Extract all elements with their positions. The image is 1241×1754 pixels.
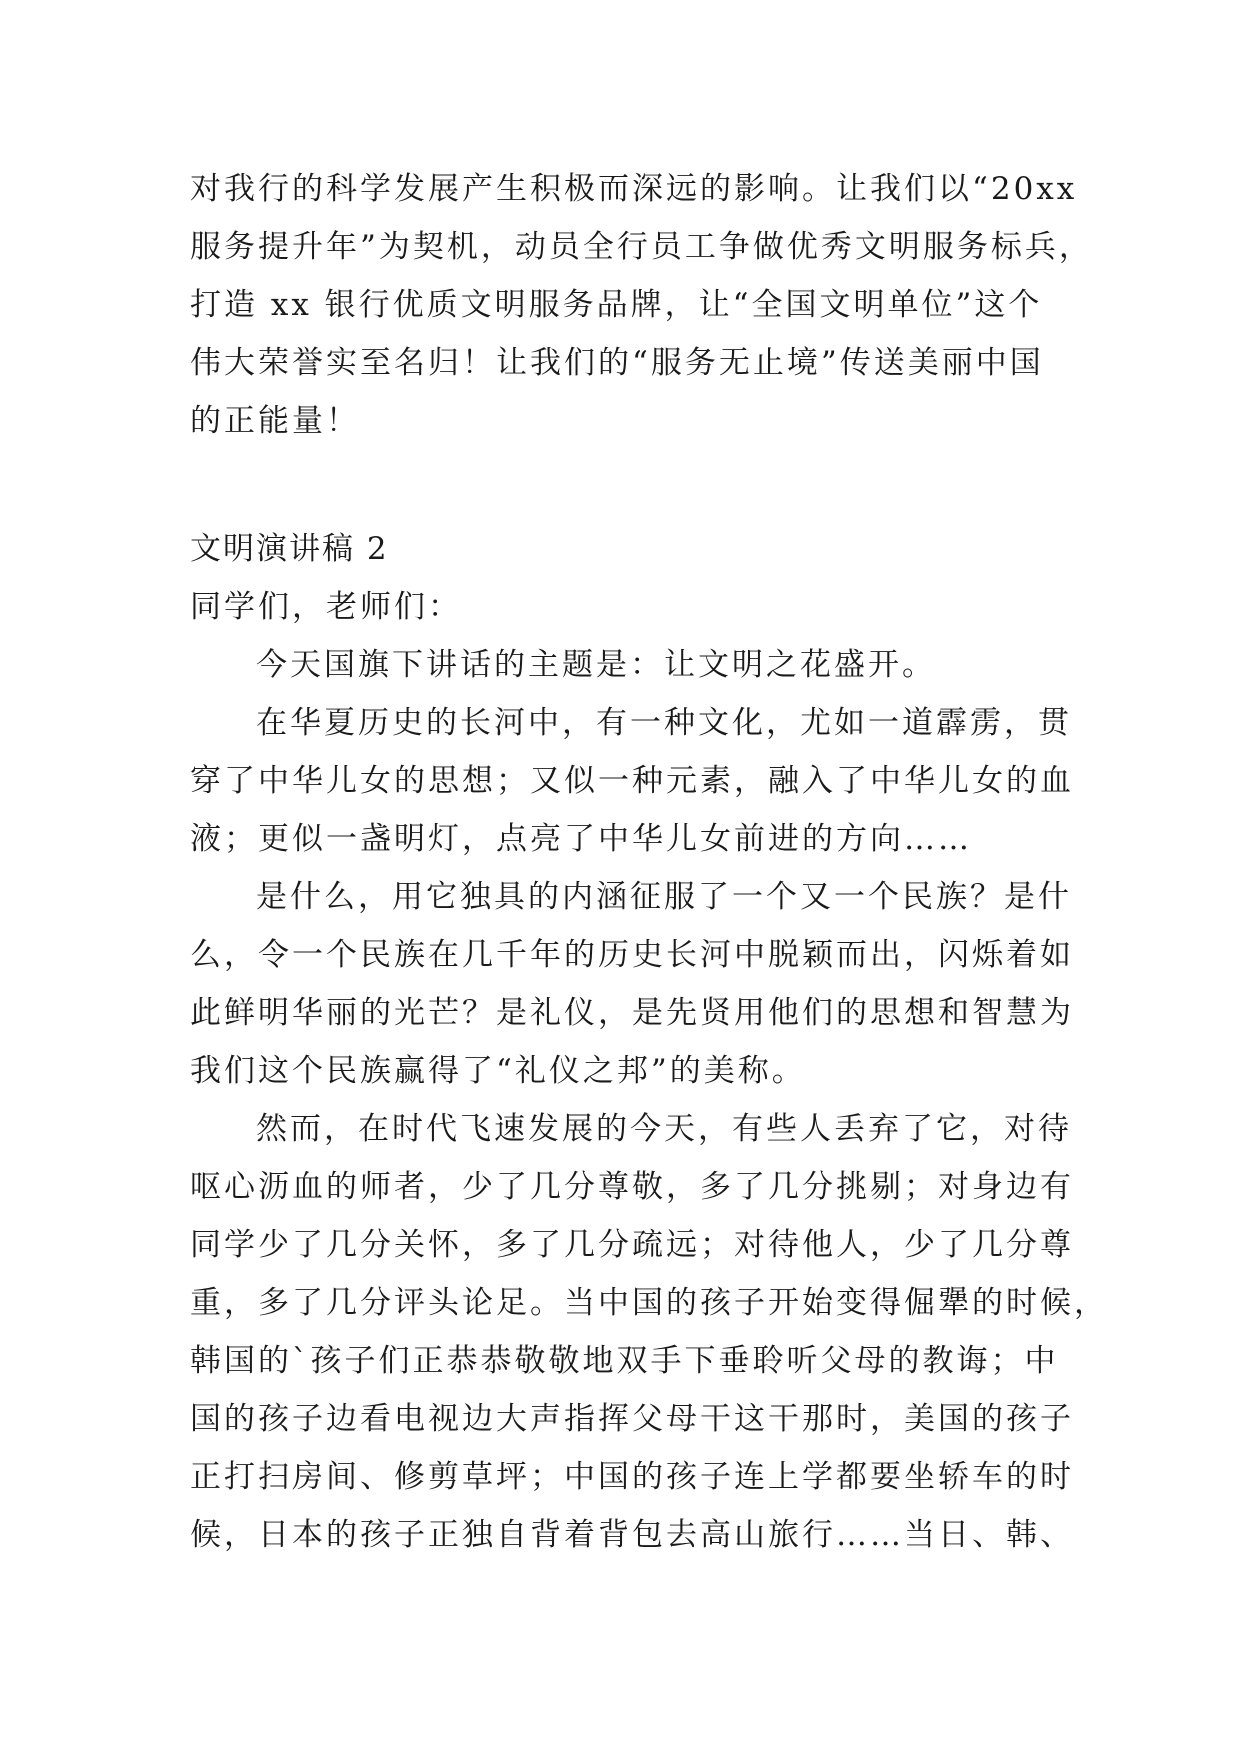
section-title: 文明演讲稿 2 — [190, 531, 389, 567]
text-line: 同学少了几分关怀，多了几分疏远；对待他人，少了几分尊 — [190, 1227, 1074, 1263]
text-line: 然而，在时代飞速发展的今天，有些人丢弃了它，对待 — [256, 1111, 1072, 1147]
text-line: 今天国旗下讲话的主题是：让文明之花盛开。 — [256, 647, 936, 683]
text-line: 呕心沥血的师者，少了几分尊敬，多了几分挑剔；对身边有 — [190, 1169, 1074, 1205]
paragraph-contrast — [190, 1100, 1108, 1564]
text-line: 么，令一个民族在几千年的历史长河中脱颖而出，闪烁着如 — [190, 937, 1074, 973]
section-spacer — [190, 450, 1070, 520]
text-line: 在华夏历史的长河中，有一种文化，尤如一道霹雳，贯 — [256, 705, 1072, 741]
text-line: 重，多了几分评头论足。当中国的孩子开始变得倔犟的时候， — [190, 1285, 1108, 1321]
text-line: 对我行的科学发展产生积极而深远的影响。让我们以“20xx — [190, 171, 1078, 207]
text-line: 韩国的`孩子们正恭恭敬敬地双手下垂聆听父母的教诲；中 — [190, 1343, 1059, 1379]
paragraph-history — [190, 694, 1074, 868]
text-line: 穿了中华儿女的思想；又似一种元素，融入了中华儿女的血 — [190, 763, 1074, 799]
paragraph-theme — [190, 636, 1070, 694]
salutation: 同学们，老师们： — [190, 589, 462, 625]
text-line: 服务提升年”为契机，动员全行员工争做优秀文明服务标兵， — [190, 229, 1093, 265]
text-line: 打造 xx 银行优质文明服务品牌，让“全国文明单位”这个 — [190, 287, 1043, 323]
text-line: 此鲜明华丽的光芒？是礼仪，是先贤用他们的思想和智慧为 — [190, 995, 1074, 1031]
paragraph-etiquette — [190, 868, 1074, 1100]
text-line: 是什么，用它独具的内涵征服了一个又一个民族？是什 — [256, 879, 1072, 915]
text-line: 正打扫房间、修剪草坪；中国的孩子连上学都要坐轿车的时 — [190, 1459, 1074, 1495]
intro-paragraph — [190, 160, 1093, 450]
text-line: 伟大荣誉实至名归！让我们的“服务无止境”传送美丽中国 — [190, 345, 1044, 381]
text-line: 候，日本的孩子正独自背着背包去高山旅行……当日、韩、 — [190, 1517, 1074, 1553]
text-line: 我们这个民族赢得了“礼仪之邦”的美称。 — [190, 1053, 806, 1089]
document-body — [190, 160, 1108, 1564]
text-line: 液；更似一盏明灯，点亮了中华儿女前进的方向…… — [190, 821, 972, 857]
text-line: 的正能量！ — [190, 403, 360, 439]
text-line: 国的孩子边看电视边大声指挥父母干这干那时，美国的孩子 — [190, 1401, 1074, 1437]
